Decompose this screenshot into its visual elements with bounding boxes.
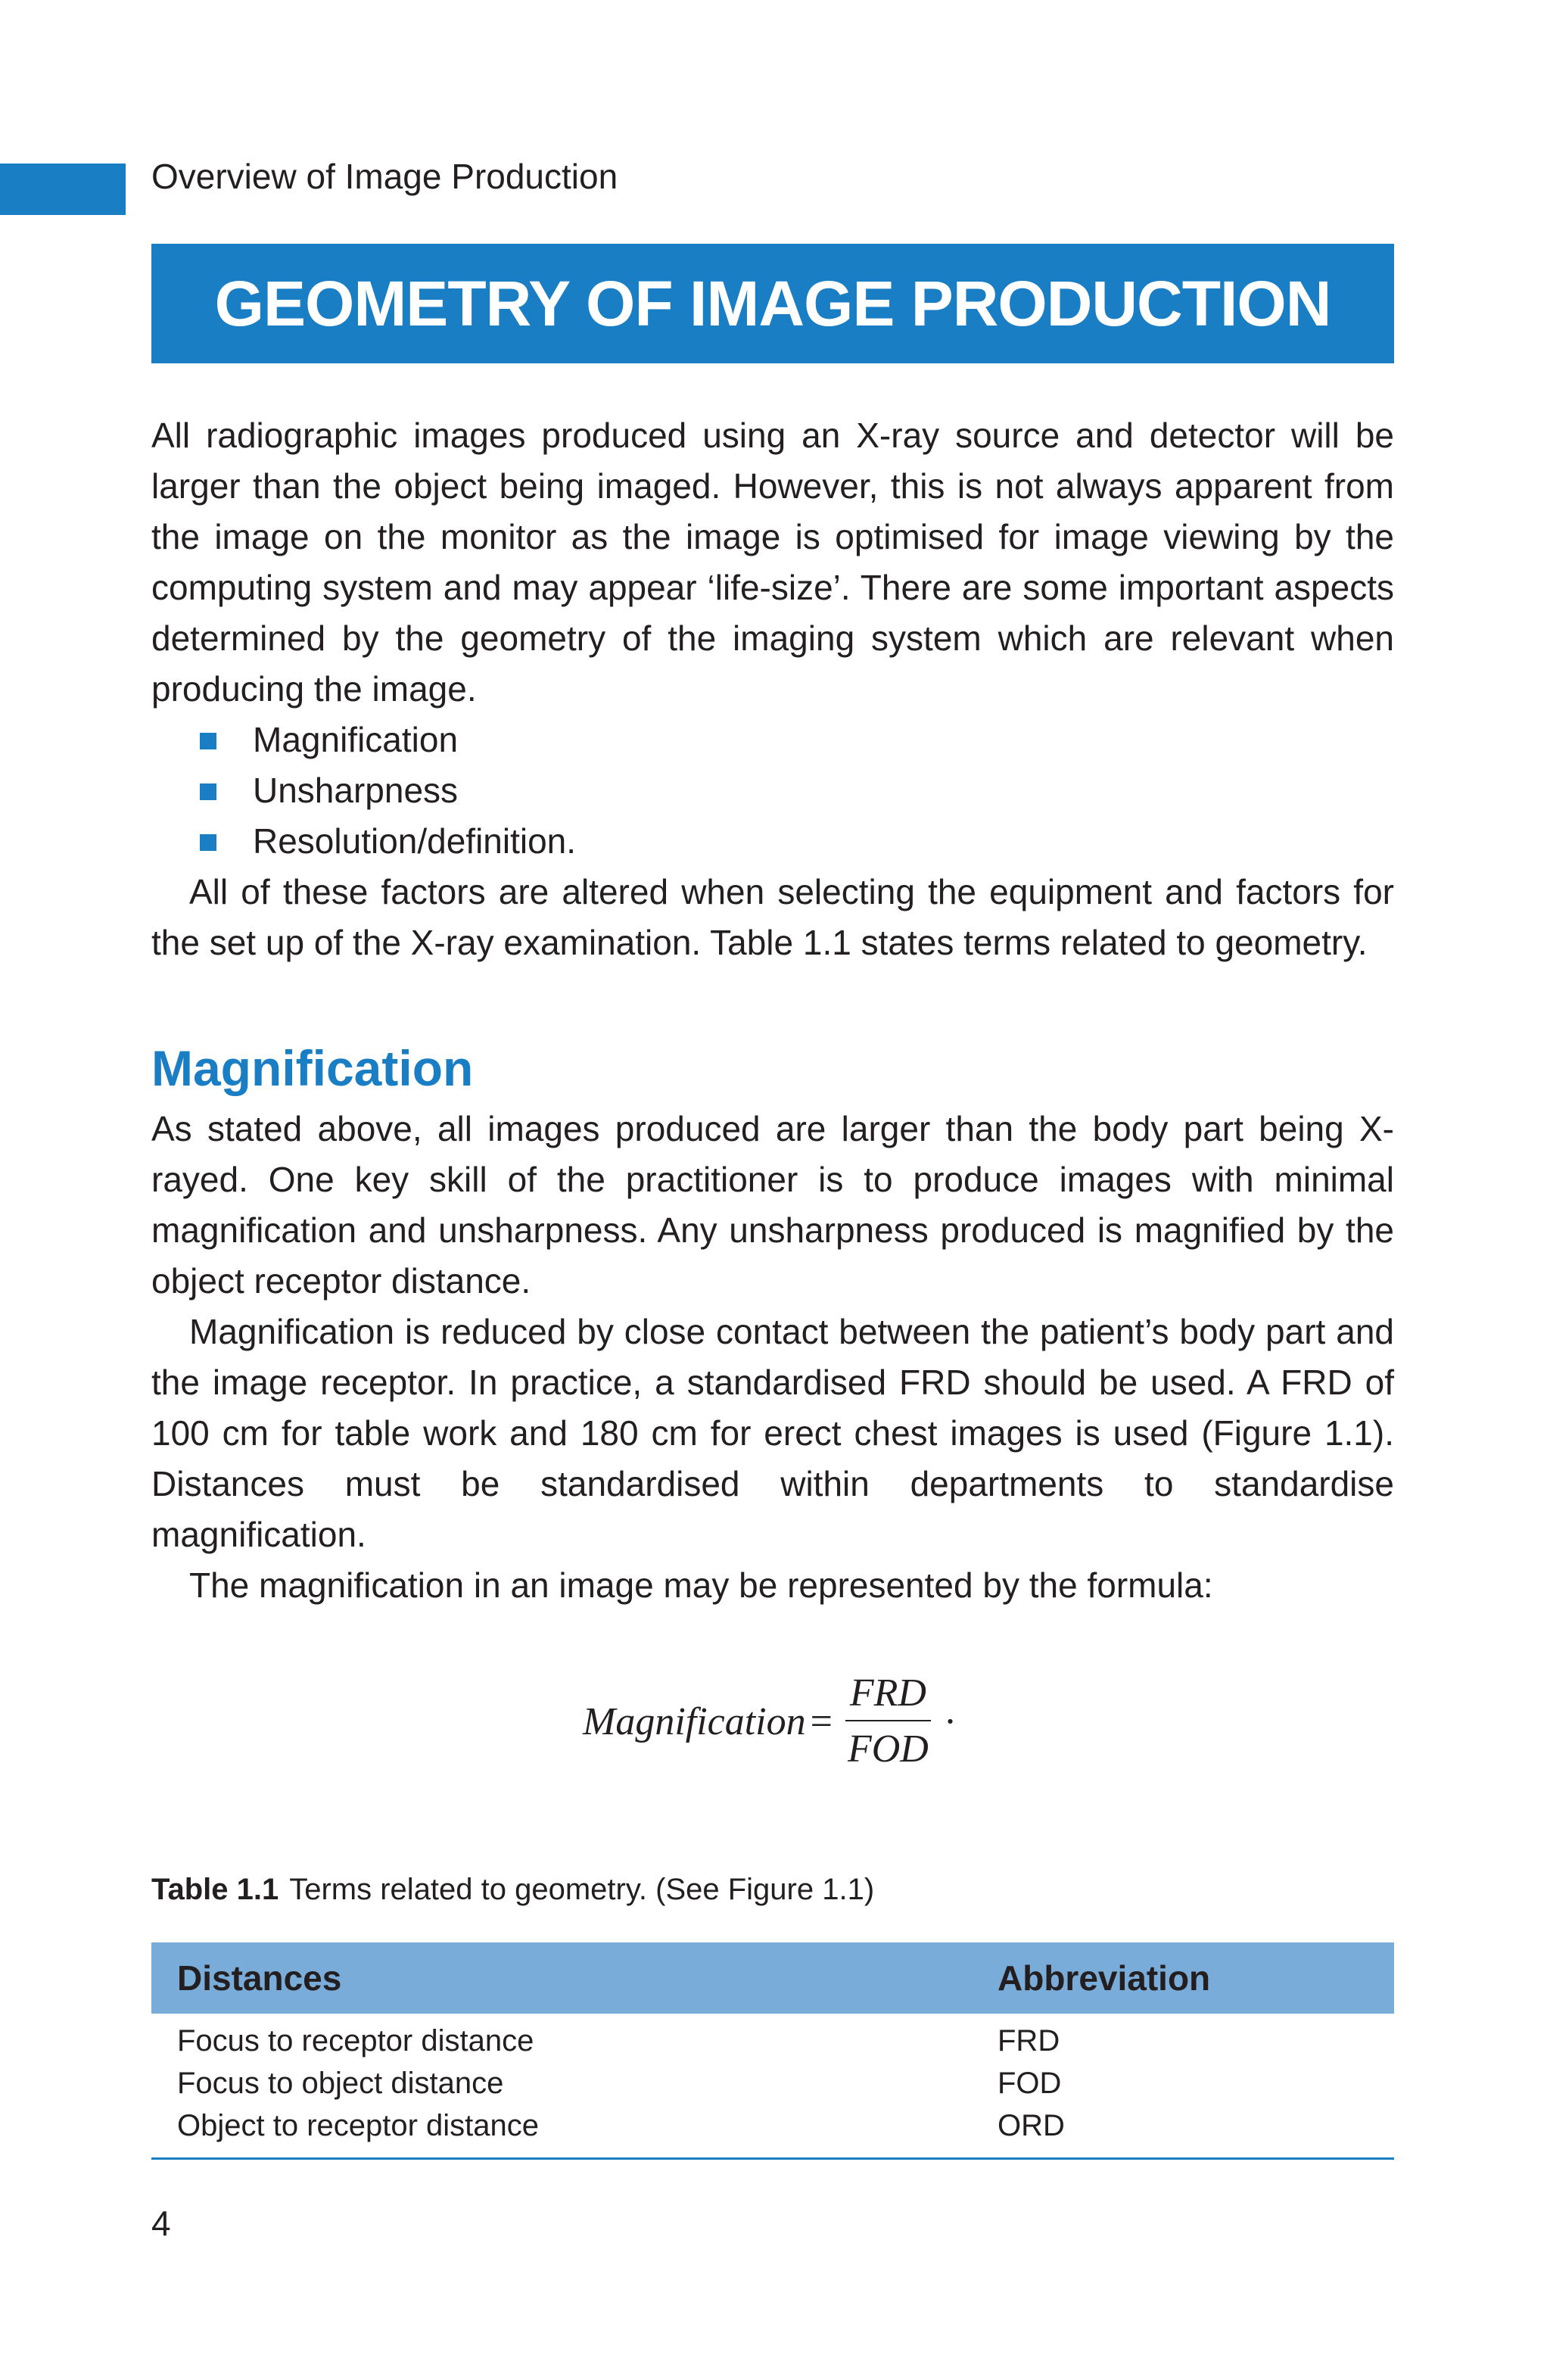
magnification-paragraph-2: Magnification is reduced by close contact between the patient’s body part and the image receptor. In practice, a standardised FRD should be used. A FRD of 100 cm for table work and 180 cm for erect chest images is used (Figure 1.1). Distances must be standardised within departments to standardise magnification. — [151, 1312, 1394, 1554]
magnification-paragraph-3: The magnification in an image may be represented by the formula: — [189, 1565, 1213, 1605]
intro-paragraph: All radiographic images produced using an X-ray source and detector will be larger than the object being imaged. However, this is not always apparent from the image on the monitor as the image is optimised for image viewing by the computing system and may appear ‘life-size’. There are some important aspects determined by the geometry of the imaging system which are relevant when producing the image. — [151, 416, 1394, 709]
table-cell-distance: Object to receptor distance — [151, 2104, 972, 2159]
square-bullet-icon — [200, 834, 216, 851]
table-caption-text: Terms related to geometry. (See Figure 1.1) — [289, 1873, 875, 1906]
bullet-list — [151, 715, 1394, 867]
banner-title: GEOMETRY OF IMAGE PRODUCTION — [214, 267, 1331, 339]
formula-trailing-dot: · — [943, 1699, 957, 1743]
table-cell-abbreviation: FRD — [998, 2024, 1060, 2058]
table-cell-distance: Focus to object distance — [177, 2067, 504, 2100]
intro-block — [151, 410, 1394, 968]
table-cell-abbreviation: FOD — [998, 2067, 1062, 2100]
square-bullet-icon — [200, 733, 216, 749]
formula-equals: = — [810, 1699, 833, 1743]
bullet-item: Resolution/definition. — [151, 816, 1394, 867]
table-caption-label: Table 1.1 — [151, 1873, 279, 1906]
table-row — [151, 2062, 1394, 2104]
bullet-item: Magnification — [151, 715, 1394, 765]
table-cell-distance: Focus to receptor distance — [177, 2024, 534, 2058]
section-heading: Magnification — [151, 1040, 474, 1096]
table-row — [151, 2014, 1394, 2062]
table-cell-abbreviation: ORD — [972, 2104, 1394, 2159]
table-row — [151, 2104, 1394, 2159]
magnification-paragraph-1: As stated above, all images produced are larger than the body part being X-rayed. One key skill of the practitioner is to produce images with minimal magnification and unsharpness. Any unsharpness produced is magnified by the object receptor distance. — [151, 1109, 1394, 1301]
geometry-terms-table — [151, 1942, 1394, 2160]
table-header-distances: Distances — [151, 1942, 972, 2014]
square-bullet-icon — [200, 783, 216, 800]
chapter-tab-marker — [0, 164, 126, 215]
magnification-formula — [583, 1670, 957, 1773]
formula-numerator: FRD — [845, 1670, 931, 1721]
formula-lhs: Magnification — [583, 1699, 806, 1743]
formula-fraction — [843, 1670, 933, 1773]
section-banner — [151, 244, 1394, 363]
table-caption — [151, 1873, 874, 1907]
factors-paragraph: All of these factors are altered when selecting the equipment and factors for the set up of the X-ray examination. Table 1.1 states terms related to geometry. — [151, 872, 1394, 962]
table-header-abbreviation: Abbreviation — [972, 1942, 1394, 2014]
magnification-section — [151, 1034, 1394, 1611]
table-header-row — [151, 1942, 1394, 2014]
running-head: Overview of Image Production — [151, 157, 618, 196]
formula-denominator: FOD — [847, 1727, 929, 1771]
bullet-item: Unsharpness — [151, 765, 1394, 816]
page-number: 4 — [151, 2204, 171, 2243]
